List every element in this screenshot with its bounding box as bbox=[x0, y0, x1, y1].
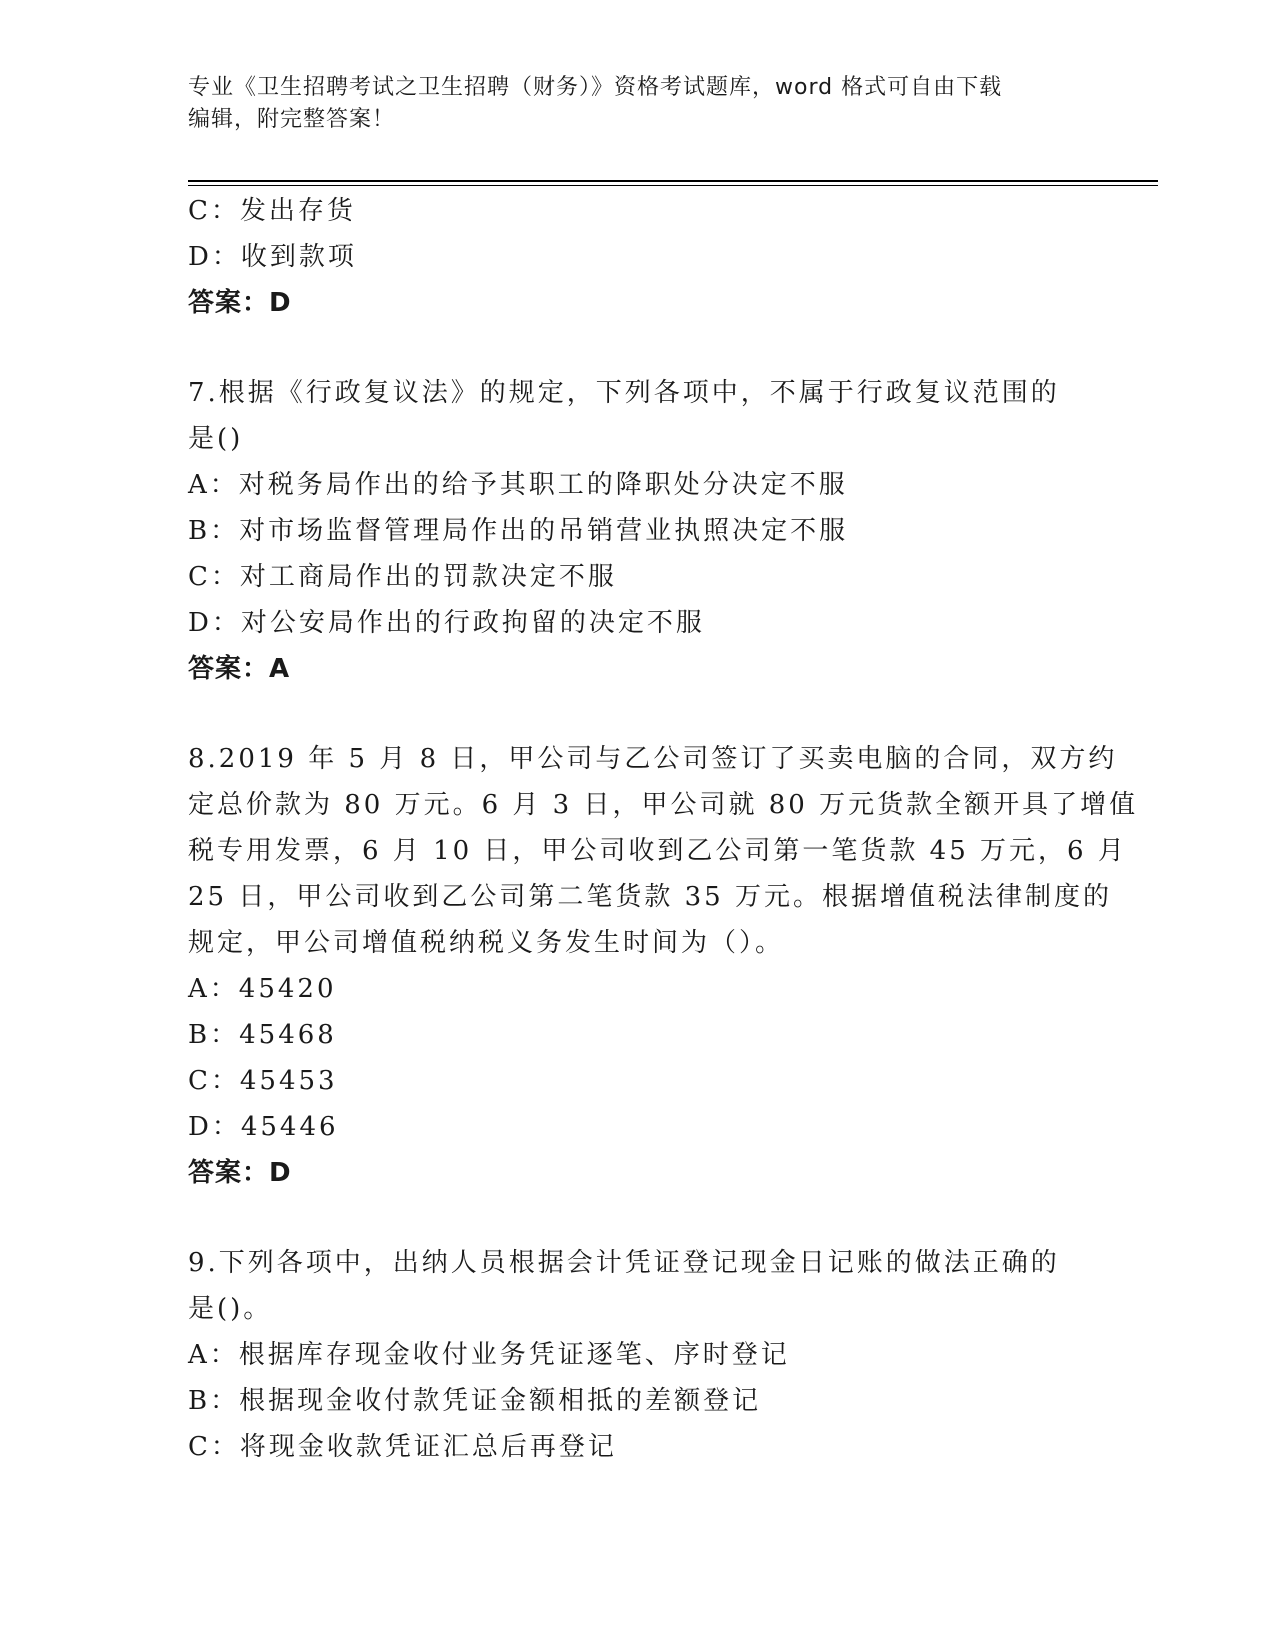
stem-line: 定总价款为 80 万元。6 月 3 日，甲公司就 80 万元货款全额开具了增值 bbox=[188, 790, 1139, 820]
option-a: A：45420 bbox=[188, 974, 337, 1004]
question-stem bbox=[188, 370, 1088, 462]
question-gap bbox=[188, 1196, 1088, 1240]
question-7 bbox=[188, 370, 1088, 692]
header-rule-thin bbox=[188, 185, 1158, 186]
header-line-2: 编辑，附完整答案！ bbox=[188, 107, 396, 132]
question-gap bbox=[188, 692, 1088, 736]
stem-line: 9.下列各项中，出纳人员根据会计凭证登记现金日记账的做法正确的 bbox=[188, 1248, 1060, 1278]
stem-line: 税专用发票，6 月 10 日，甲公司收到乙公司第一笔货款 45 万元，6 月 bbox=[188, 836, 1127, 866]
header-line-1: 专业《卫生招聘考试之卫生招聘（财务）》资格考试题库，word 格式可自由下载 bbox=[188, 75, 1003, 100]
option-d: D：收到款项 bbox=[188, 242, 357, 272]
stem-line: 是() bbox=[188, 424, 244, 454]
option-a: A：根据库存现金收付业务凭证逐笔、序时登记 bbox=[188, 1340, 790, 1370]
option-c: C：发出存货 bbox=[188, 196, 356, 226]
option-c: C：45453 bbox=[188, 1066, 338, 1096]
option-d: D：对公安局作出的行政拘留的决定不服 bbox=[188, 608, 705, 638]
question-gap bbox=[188, 326, 1088, 370]
answer-line: 答案：D bbox=[188, 288, 292, 318]
option-d: D：45446 bbox=[188, 1112, 339, 1142]
stem-line: 8.2019 年 5 月 8 日，甲公司与乙公司签订了买卖电脑的合同，双方约 bbox=[188, 744, 1118, 774]
option-c: C：对工商局作出的罚款决定不服 bbox=[188, 562, 617, 592]
stem-line: 7.根据《行政复议法》的规定，下列各项中，不属于行政复议范围的 bbox=[188, 378, 1060, 408]
answer-line: 答案：A bbox=[188, 654, 291, 684]
question-stem bbox=[188, 1240, 1088, 1332]
option-a: A：对税务局作出的给予其职工的降职处分决定不服 bbox=[188, 470, 848, 500]
option-b: B：45468 bbox=[188, 1020, 337, 1050]
option-b: B：对市场监督管理局作出的吊销营业执照决定不服 bbox=[188, 516, 849, 546]
question-stem bbox=[188, 736, 1139, 966]
stem-line: 25 日，甲公司收到乙公司第二笔货款 35 万元。根据增值税法律制度的 bbox=[188, 882, 1112, 912]
question-list bbox=[188, 188, 1139, 1470]
stem-line: 规定，甲公司增值税纳税义务发生时间为（）。 bbox=[188, 928, 785, 958]
option-b: B：根据现金收付款凭证金额相抵的差额登记 bbox=[188, 1386, 762, 1416]
document-header bbox=[188, 72, 1088, 136]
question-8 bbox=[188, 736, 1139, 1196]
header-rule-thick bbox=[188, 180, 1158, 182]
question-9 bbox=[188, 1240, 1088, 1470]
stem-line: 是()。 bbox=[188, 1294, 273, 1324]
answer-line: 答案：D bbox=[188, 1158, 292, 1188]
option-c: C：将现金收款凭证汇总后再登记 bbox=[188, 1432, 617, 1462]
question-6 bbox=[188, 188, 1088, 326]
